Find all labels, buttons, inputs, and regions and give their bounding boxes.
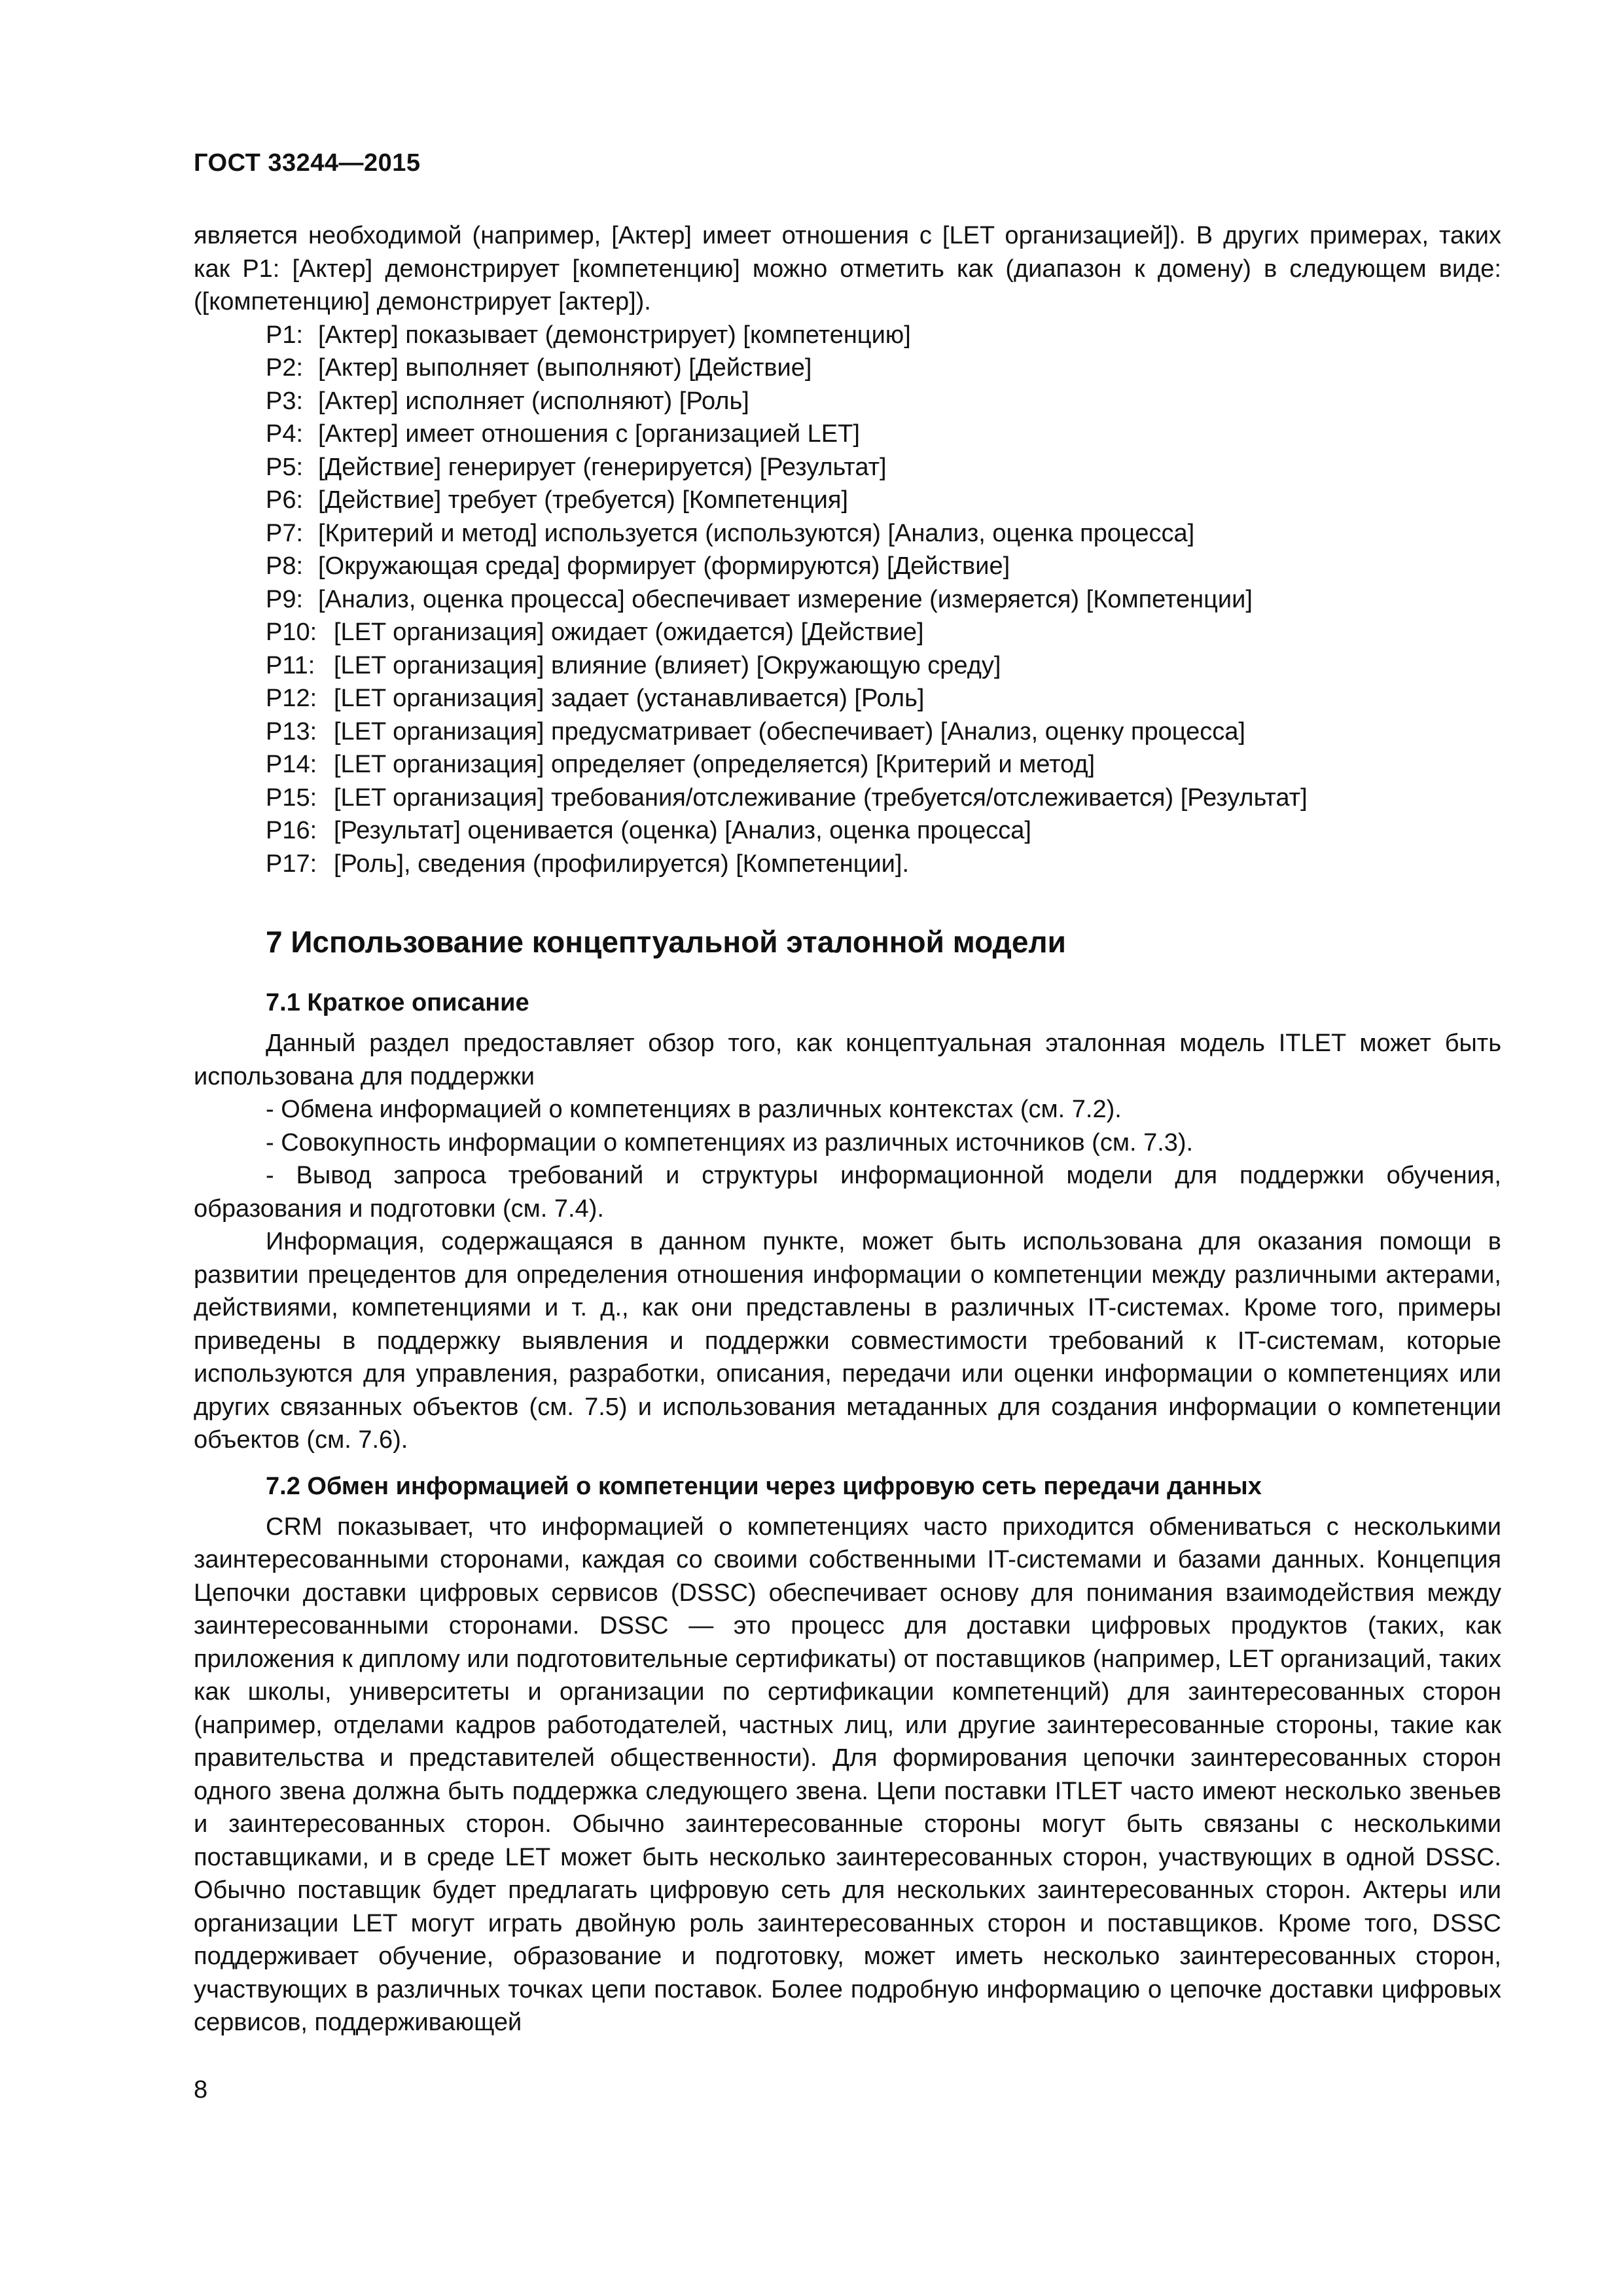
intro-paragraph: является необходимой (например, [Актер] имеет отношения с [LET организацией]). В других примерах, таких как P1: [Актер] демонстрирует [компетенцию] можно отметить как (диапазон к домену) в следующем виде: ([компетенцию] демонстрирует [актер]).	[194, 222, 1501, 315]
relation-text: [LET организация] ожидает (ожидается) [Действие]	[334, 619, 924, 646]
relation-text: [LET организация] предусматривает (обеспечивает) [Анализ, оценку процесса]	[334, 717, 1245, 745]
relation-code: P11:	[266, 651, 315, 679]
relation-item	[194, 451, 1501, 484]
relation-code: P4:	[266, 420, 304, 448]
relation-code: P17:	[266, 850, 317, 878]
section-7-1-heading: 7.1 Краткое описание	[266, 989, 529, 1016]
relation-text: [Актер] имеет отношения с [организацией LET]	[318, 420, 860, 448]
relation-code: P7:	[266, 519, 304, 547]
relation-text: [Актер] выполняет (выполняют) [Действие]	[318, 354, 812, 382]
relation-item	[194, 517, 1501, 550]
list-item: - Обмена информацией о компетенциях в различных контекстах (см. 7.2).	[266, 1096, 1122, 1123]
section-7-2-paragraph: CRM показывает, что информацией о компетенциях часто приходится обмениваться с несколькими заинтересованными сторонами, каждая со своими собственными IT-системами и базами данных. Концепция Цепочки доставки цифровых сервисов (DSSC) обеспечивает основу для понимания взаимодействия между заинтересованными сторонами. DSSC — это процесс для доставки цифровых продуктов (таких, как приложения к диплому или подготовительные сертификаты) от поставщиков (например, LET организаций, таких как школы, университеты и организации по сертификации компетенций) для заинтересованных сторон (например, отделами кадров работодателей, частных лиц, или другие заинтересованные стороны, такие как правительства и представителей общественности). Для формирования цепочки заинтересованных сторон одного звена должна быть поддержка следующего звена. Цепи поставки ITLET часто имеют несколько звеньев и заинтересованных сторон. Обычно заинтересованные стороны могут быть связаны с несколькими поставщиками, и в среде LET может быть несколько заинтересованных сторон, участвующих в одной DSSC. Обычно поставщик будет предлагать цифровую сеть для нескольких заинтересованных сторон. Актеры или организации LET могут играть двойную роль заинтересованных сторон и поставщиков. Кроме того, DSSC поддерживает обучение, образование и подготовку, может иметь несколько заинтересованных сторон, участвующих в различных точках цепи поставок. Более подробную информацию о цепочке доставки цифровых сервисов, поддерживающей	[194, 1513, 1501, 2036]
relation-item	[194, 682, 1501, 715]
relation-code: P8:	[266, 552, 304, 580]
section-7-1-list	[194, 1093, 1501, 1225]
list-item: - Вывод запроса требований и структуры информационной модели для поддержки обучения, образования и подготовки (см. 7.4).	[194, 1162, 1501, 1223]
relation-code: P5:	[266, 453, 304, 481]
relation-item	[194, 616, 1501, 649]
section-7-2-heading: 7.2 Обмен информацией о компетенции через цифровую сеть передачи данных	[266, 1472, 1262, 1500]
relation-text: [LET организация] определяет (определяется) [Критерий и метод]	[334, 751, 1096, 778]
relation-item	[194, 385, 1501, 418]
relation-item	[194, 319, 1501, 352]
relation-code: P16:	[266, 817, 317, 844]
relation-text: [Анализ, оценка процесса] обеспечивает измерение (измеряется) [Компетенции]	[318, 585, 1253, 613]
relation-text: [LET организация] требования/отслеживание (требуется/отслеживается) [Результат]	[334, 783, 1308, 812]
relation-item	[194, 484, 1501, 517]
relation-list	[194, 319, 1501, 881]
relation-text: [Результат] оценивается (оценка) [Анализ, оценка процесса]	[334, 817, 1031, 844]
relation-code: P12:	[266, 685, 317, 712]
relation-text: [Актер] исполняет (исполняют) [Роль]	[318, 387, 749, 415]
relation-text: [LET организация] задает (устанавливается) [Роль]	[334, 685, 925, 712]
page-number: 8	[194, 2076, 208, 2104]
relation-code: P13:	[266, 717, 317, 745]
relation-code: P6:	[266, 486, 304, 514]
relation-item	[194, 649, 1501, 683]
relation-item	[194, 781, 1501, 815]
relation-code: P3:	[266, 387, 304, 415]
relation-code: P14:	[266, 751, 317, 778]
relation-text: [Действие] генерирует (генерируется) [Результат]	[318, 453, 887, 481]
relation-item	[194, 550, 1501, 583]
relation-item	[194, 848, 1501, 881]
relation-item	[194, 748, 1501, 781]
relation-code: P15:	[266, 783, 317, 812]
relation-text: [Роль], сведения (профилируется) [Компетенции].	[334, 850, 910, 878]
relation-code: P9:	[266, 585, 304, 613]
relation-text: [Окружающая среда] формирует (формируются) [Действие]	[318, 552, 1010, 580]
section-7-1-paragraph-2: Информация, содержащаяся в данном пункте, может быть использована для оказания помощи в развитии прецедентов для определения отношения информации о компетенции между различными актерами, действиями, компетенциями и т. д., как они представлены в различных IT-системах. Кроме того, примеры приведены в поддержку выявления и поддержки совместимости требований к IT-системам, которые используются для управления, разработки, описания, передачи или оценки информации о компетенциях или других связанных объектов (см. 7.5) и использования метаданных для создания информации о компетенции объектов (см. 7.6).	[194, 1228, 1501, 1454]
relation-code: P10:	[266, 619, 317, 646]
relation-text: [Критерий и метод] используется (используются) [Анализ, оценка процесса]	[318, 519, 1195, 547]
relation-code: P1:	[266, 321, 304, 349]
section-7-heading: 7 Использование концептуальной эталонной модели	[266, 925, 1066, 959]
section-7-1-paragraph: Данный раздел предоставляет обзор того, как концептуальная эталонная модель ITLET может быть использована для поддержки	[194, 1030, 1501, 1090]
list-item: - Совокупность информации о компетенциях из различных источников (см. 7.3).	[266, 1128, 1194, 1157]
relation-code: P2:	[266, 354, 304, 382]
relation-item	[194, 418, 1501, 451]
relation-text: [LET организация] влияние (влияет) [Окружающую среду]	[334, 651, 1001, 679]
relation-item	[194, 715, 1501, 749]
relation-item	[194, 814, 1501, 848]
relation-text: [Актер] показывает (демонстрирует) [компетенцию]	[318, 321, 911, 349]
page-content	[194, 219, 1501, 2039]
relation-item	[194, 351, 1501, 385]
relation-text: [Действие] требует (требуется) [Компетенция]	[318, 486, 848, 514]
document-header: ГОСТ 33244—2015	[194, 149, 421, 177]
relation-item	[194, 583, 1501, 617]
